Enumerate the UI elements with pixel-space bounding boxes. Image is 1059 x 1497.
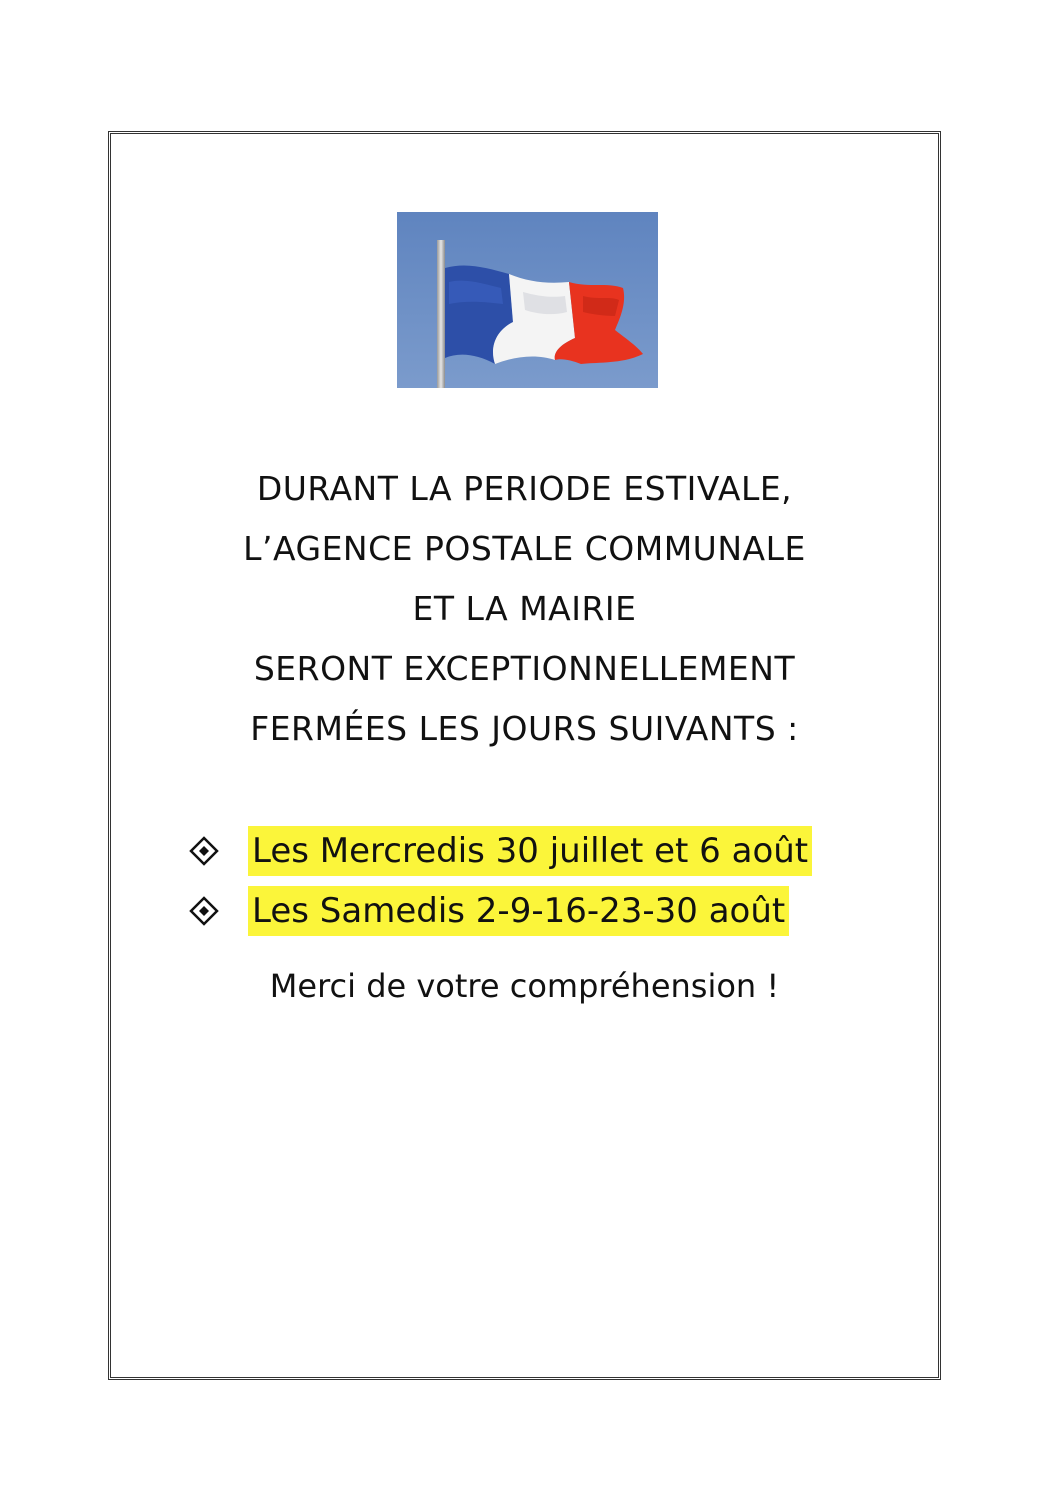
diamond-bullet-icon xyxy=(189,896,219,926)
flag-icon xyxy=(397,212,658,388)
headline-line: ET LA MAIRIE xyxy=(412,589,637,628)
diamond-bullet-icon xyxy=(189,836,219,866)
list-item xyxy=(187,824,907,878)
headline-line: SERONT EXCEPTIONNELLEMENT xyxy=(253,649,796,688)
headline-line: L’AGENCE POSTALE COMMUNALE xyxy=(243,529,806,568)
notice-frame xyxy=(108,131,941,1380)
french-flag-photo xyxy=(397,212,658,388)
closing-message: Merci de votre compréhension ! xyxy=(269,967,780,1005)
headline-line: DURANT LA PERIODE ESTIVALE, xyxy=(256,469,793,508)
notice-headline xyxy=(111,459,938,759)
list-item xyxy=(187,884,907,938)
closure-date-wednesdays: Les Mercredis 30 juillet et 6 août xyxy=(248,826,812,876)
closure-dates-list xyxy=(187,824,907,944)
closure-date-saturdays: Les Samedis 2-9-16-23-30 août xyxy=(248,886,789,936)
headline-line: FERMÉES LES JOURS SUIVANTS : xyxy=(250,709,799,748)
